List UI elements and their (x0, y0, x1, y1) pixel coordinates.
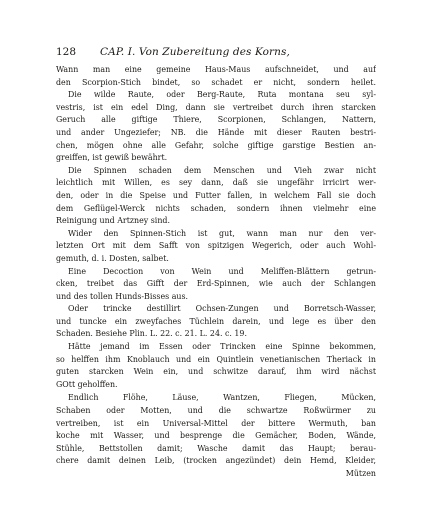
text-line: leichtlich mit Willen, es sey dann, daß sie ungefähr irricirt wer- (56, 178, 376, 188)
text-line: Wider den Spinnen-Stich ist gut, wann man nur den ver- (68, 228, 376, 238)
running-head: CAP. I. Von Zubereitung des Korns, (100, 46, 290, 58)
text-line: den Scorpion-Stich bindet, so schadet er nicht, sondern heilet. (56, 77, 376, 87)
text-line: Endlich Flöhe, Läuse, Wantzen, Fliegen, Mücken, (68, 393, 376, 403)
catchword: Mützen (345, 469, 376, 478)
text-line: koche mit Wasser, und besprenge die Gemächer, Boden, Wände, (56, 431, 376, 441)
text-line: Wann man eine gemeine Haus-Maus aufschneidet, und auf (56, 65, 376, 74)
text-line: gemuth, d. i. Dosten, salbet. (56, 253, 169, 263)
text-line: Reinigung und Artzney sind. (56, 216, 170, 226)
text-line: Schaden. Besiehe Plin. L. 22. c. 21. L. 24. c. 19. (56, 329, 247, 339)
text-line: chere damit deinen Leib, (trocken angezündet) dein Hemd, Kleider, (56, 456, 376, 466)
text-line: vertreiben, ist ein Universal-Mittel der bittere Wermuth, ban (56, 418, 376, 428)
text-line: Geruch alle giftige Thiere, Scorpionen, Schlangen, Nattern, (56, 115, 376, 125)
text-line: und des tollen Hunds-Bisses aus. (56, 291, 189, 301)
text-line: greiffen, ist gewiß bewährt. (56, 153, 168, 163)
text-line: Stühle, Bettstollen damit; Wasche damit das Haupt; berau- (56, 443, 376, 453)
text-line: GOtt geholffen. (56, 379, 118, 389)
page-number: 128 (56, 46, 77, 58)
text-line: Schaben oder Motten, und die schwartze Roßwürmer zu (56, 406, 376, 416)
text-line: und ander Ungeziefer; NB. die Hände mit dieser Rauten bestri- (56, 127, 376, 137)
text-line: letzten Ort mit dem Safft von spitzigen Wegerich, oder auch Wohl- (56, 241, 376, 251)
text-line: dem Geflügel-Werck nichts schaden, sondern ihnen vielmehr eine (56, 203, 376, 213)
text-line: chen, mögen ohne alle Gefahr, solche giftige garstige Bestien an- (56, 140, 376, 150)
text-line: Hätte jemand im Essen oder Trincken eine Spinne bekommen, (68, 342, 376, 352)
text-line: Oder trincke destillirt Ochsen-Zungen und Borretsch-Wasser, (68, 304, 376, 314)
text-line: cken, treibet das Gifft der Erd-Spinnen, wie auch der Schlangen (56, 279, 376, 289)
text-line: und tuncke ein zweyfaches Tüchlein darein, und lege es über den (56, 316, 376, 326)
text-line: so helffen ihm Knoblauch und ein Quintlein venetianischen Theriack in (56, 354, 376, 364)
body-text (56, 64, 376, 481)
text-line: guten starcken Wein ein, und schwitze darauf, ihm wird nächst (56, 367, 376, 377)
text-line: den, oder in die Speise und Futter fallen, in welchem Fall sie doch (56, 190, 376, 200)
text-line: Eine Decoction von Wein und Meliffen-Blättern getrun- (68, 266, 376, 276)
text-line: Die wilde Raute, oder Berg-Raute, Ruta montana seu syl- (68, 90, 376, 100)
text-line: Die Spinnen schaden dem Menschen und Vieh zwar nicht (68, 165, 376, 175)
text-line: vestris, ist ein edel Ding, dann sie vertreibet durch ihren starcken (56, 102, 376, 112)
page-header (56, 44, 372, 60)
